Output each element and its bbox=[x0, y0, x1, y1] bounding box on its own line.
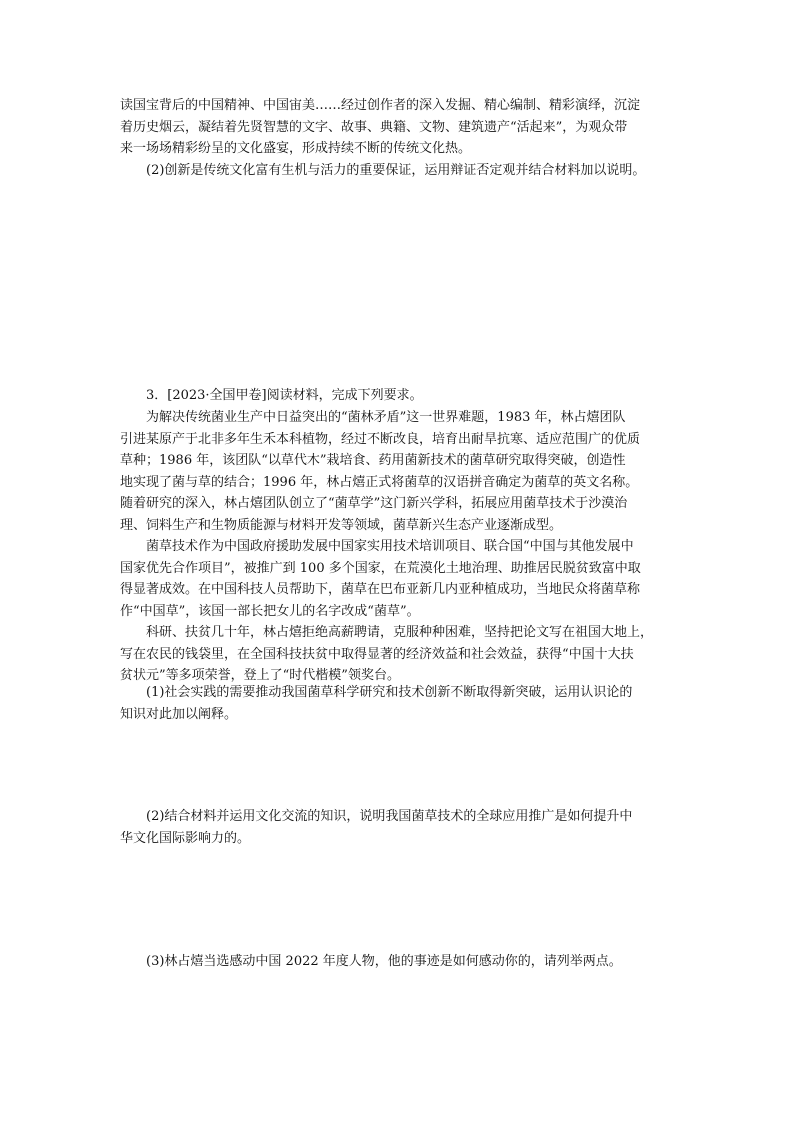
intro-line: 来一场场精彩纷呈的文化盛宴，形成持续不断的传统文化热。 bbox=[120, 141, 472, 156]
material-line: 草种；1986 年，该团队“以草代木”栽培食、药用菌新技术的菌草研究取得突破，创造性 bbox=[120, 453, 626, 468]
material-line: 地实现了菌与草的结合；1996 年，林占熺正式将菌草的汉语拼音确定为菌草的英文名称。 bbox=[120, 474, 639, 490]
material-paragraph-3 bbox=[120, 622, 678, 687]
intro-paragraph bbox=[120, 95, 678, 160]
material-line: 国家优先合作项目”，被推广到 100 多个国家，在荒漠化土地治理、助推居民脱贫致富中取 bbox=[120, 560, 641, 576]
sub-question-line: (2)结合材料并运用文化交流的知识，说明我国菌草技术的全球应用推广是如何提升中 bbox=[146, 809, 633, 824]
material-paragraph-2 bbox=[120, 536, 678, 622]
prev-question-2: (2)创新是传统文化富有生机与活力的重要保证，运用辩证否定观并结合材料加以说明。 bbox=[146, 163, 646, 178]
intro-line: 读国宝背后的中国精神、中国宙美……经过创作者的深入发掘、精心编制、精彩演绎，沉淀 bbox=[120, 98, 641, 113]
sub-question-3: (3)林占熺当选感动中国 2022 年度人物，他的事迹是如何感动你的，请列举两点。 bbox=[146, 954, 622, 969]
sub-question-1 bbox=[120, 682, 678, 725]
material-line: 作“中国草”，该国一部长把女儿的名字改成“菌草”。 bbox=[120, 603, 420, 619]
material-line: 随着研究的深入，林占熺团队创立了“菌草学”这门新兴学科，拓展应用菌草技术于沙漠治 bbox=[120, 496, 628, 511]
material-line: 写在农民的钱袋里，在全国科技扶贫中取得显著的经济效益和社会效益，获得“中国十大扶 bbox=[120, 646, 634, 662]
sub-question-line: 知识对此加以阐释。 bbox=[120, 706, 238, 722]
sub-question-2 bbox=[120, 806, 678, 849]
material-line: 科研、扶贫几十年，林占熺拒绝高薪聘请，克服种种困难，坚持把论文写在祖国大地上， bbox=[146, 625, 654, 640]
material-line: 贫状元”等多项荣誉，登上了“时代楷模”领奖台。 bbox=[120, 668, 400, 683]
material-line: 理、饲料生产和生物质能源与材料开发等领域，菌草新兴生态产业逐渐成型。 bbox=[120, 517, 563, 533]
sub-question-line: (1)社会实践的需要推动我国菌草科学研究和技术创新不断取得新突破，运用认识论的 bbox=[146, 685, 633, 700]
sub-question-line: 华文化国际影响力的。 bbox=[120, 830, 251, 846]
material-line: 菌草技术作为中国政府援助发展中国家实用技术培训项目、联合国“中国与其他发展中 bbox=[146, 539, 634, 554]
material-line: 为解决传统菌业生产中日益突出的“菌林矛盾”这一世界难题，1983 年，林占熺团队 bbox=[146, 410, 626, 425]
material-paragraph-1 bbox=[120, 407, 678, 536]
question-3-heading: 3．[2023·全国甲卷]阅读材料，完成下列要求。 bbox=[146, 388, 423, 403]
intro-line: 着历史烟云，凝结着先贤智慧的文字、故事、典籍、文物、建筑遗产“活起来”，为观众带 bbox=[120, 119, 628, 135]
material-line: 引进某原产于北非多年生禾本科植物，经过不断改良，培育出耐旱抗寒、适应范围广的优质 bbox=[120, 431, 641, 447]
material-line: 得显著成效。在中国科技人员帮助下，菌草在巴布亚新几内亚种植成功，当地民众将菌草称 bbox=[120, 582, 641, 597]
